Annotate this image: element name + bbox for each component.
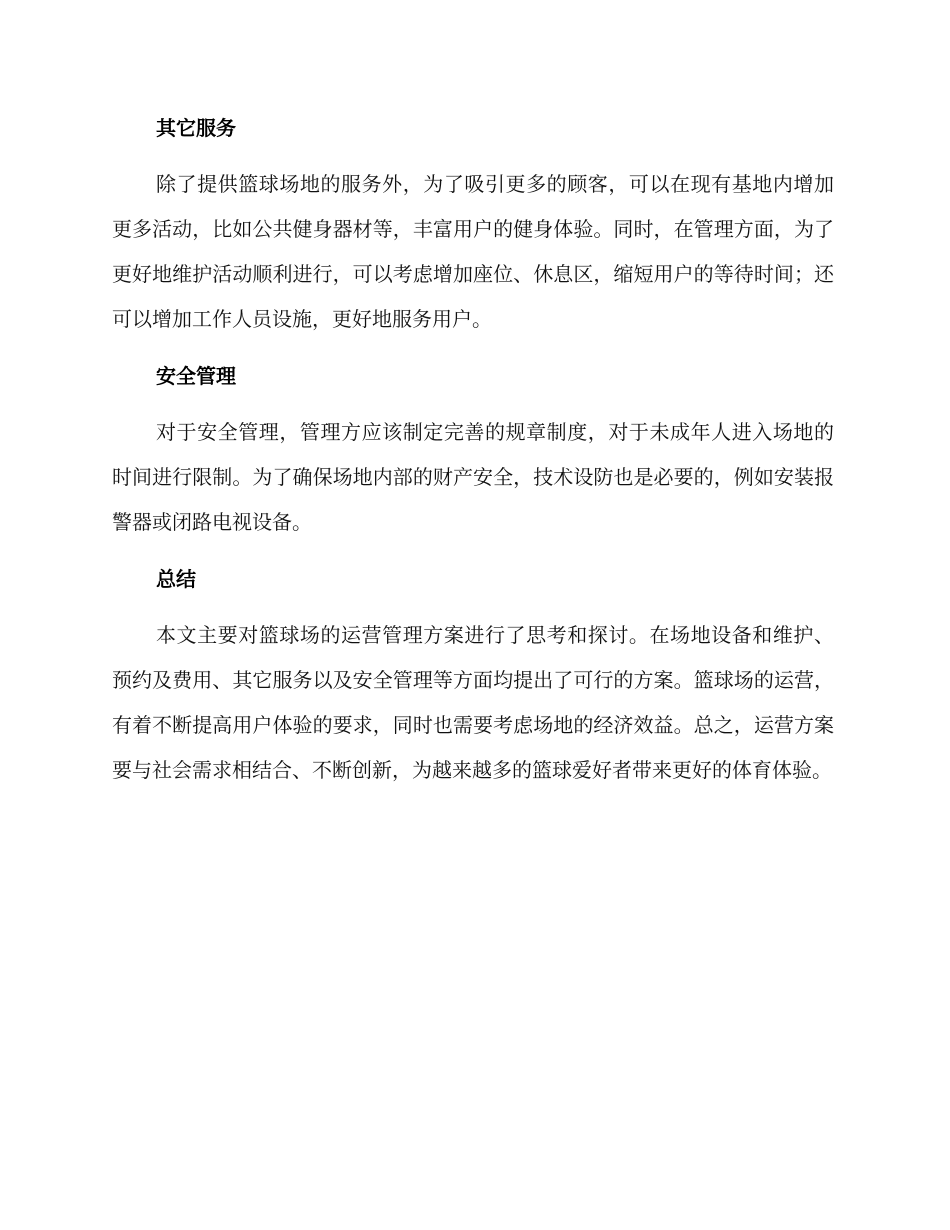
section-paragraph: 除了提供篮球场地的服务外，为了吸引更多的顾客，可以在现有基地内增加更多活动，比如公共健身器材等，丰富用户的健身体验。同时，在管理方面，为了更好地维护活动顺利进行，可以考虑增加座位、休息区，缩短用户的等待时间；还可以增加工作人员设施，更好地服务用户。	[112, 172, 834, 331]
section-paragraph: 对于安全管理，管理方应该制定完善的规章制度，对于未成年人进入场地的时间进行限制。为了确保场地内部的财产安全，技术设防也是必要的，例如安装报警器或闭路电视设备。	[112, 420, 834, 534]
document-content	[112, 108, 834, 807]
section-summary	[112, 559, 834, 793]
section-security-management	[112, 356, 834, 545]
section-heading: 总结	[156, 567, 196, 591]
section-heading: 其它服务	[156, 116, 236, 140]
section-paragraph: 本文主要对篮球场的运营管理方案进行了思考和探讨。在场地设备和维护、预约及费用、其它服务以及安全管理等方面均提出了可行的方案。篮球场的运营，有着不断提高用户体验的要求，同时也需要考虑场地的经济效益。总之，运营方案要与社会需求相结合、不断创新，为越来越多的篮球爱好者带来更好的体育体验。	[112, 623, 834, 782]
section-other-services	[112, 108, 834, 342]
section-heading: 安全管理	[156, 364, 236, 388]
